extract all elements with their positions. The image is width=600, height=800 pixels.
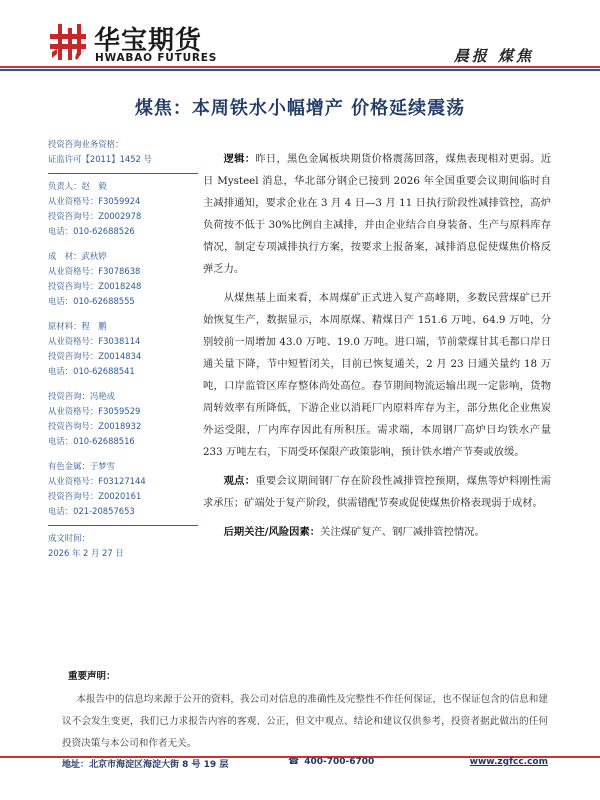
footer-phone-group <box>288 757 374 767</box>
footer-website-link[interactable]: www.zgfcc.com <box>469 757 548 767</box>
logo-chinese-name: 华宝期货 <box>94 26 203 56</box>
person-role: 原材料：程 鹏 <box>48 321 107 331</box>
footer-phone: 400-700-6700 <box>304 757 375 767</box>
supply-paragraph: 从煤焦基上面来看，本周煤矿正式进入复产高峰期，多数民营煤矿已开始恢复生产，数据显示，本周原煤、精煤日产 151.6 万吨、64.9 万吨，分别较前一周增加 43.0 万吨、19.0 万吨。进口端，节前蒙煤甘其毛都口岸日通关量下降，节中短暂闭关，目前已恢复通关，2 月 23 日通关量约 18 万吨，口岸监管区库存整体尚处高位。春节期间物流运输出现一定影响，货物周转效率有所降低，下游企业以消耗厂内原料库存为主，部分焦化企业焦炭外运受限，厂内库存因此有所积压。需求端，本周钢厂高炉日均铁水产量 233 万吨左右，下周受环保限产政策影响，预计铁水增产节奏或放缓。 <box>203 292 551 458</box>
logic-label: 逻辑： <box>223 153 256 165</box>
view-text: 重要会议期间钢厂存在阶段性减排管控预期，煤焦等炉料刚性需求承压；矿端处于复产阶段，供需错配节奏或促使煤焦价格表现弱于成材。 <box>203 475 552 509</box>
person-role: 负责人：赵 毅 <box>48 181 107 191</box>
footer <box>62 757 548 775</box>
person-phone: 电话：010-62688516 <box>48 436 135 446</box>
logo-mark-icon <box>48 22 88 62</box>
date-value: 2026 年 2 月 27 日 <box>48 548 124 558</box>
person-practice-id: 从业资格号：F3059529 <box>48 406 141 416</box>
report-type-label: 晨报 煤焦 <box>453 47 534 65</box>
view-label: 观点： <box>223 475 256 487</box>
disclaimer-heading: 重要声明： <box>68 671 116 682</box>
person-practice-id: 从业资格号：F3078638 <box>48 266 141 276</box>
analyst-sidebar <box>48 137 198 561</box>
logo-english-name: HWABAO FUTURES <box>95 52 218 64</box>
risk-text: 关注煤矿复产、钢厂减排管控情况。 <box>320 526 485 538</box>
person-role: 成 材：武秋婷 <box>48 251 107 261</box>
page-title: 煤焦：本周铁水小幅增产 价格延续震荡 <box>134 98 466 119</box>
disclaimer-text: 本报告中的信息均来源于公开的资料，我公司对信息的准确性及完整性不作任何保证，也不保证包含的信息和建议不会发生变更，我们已力求报告内容的客观、公正，但文中观点、结论和建议仅供参考，投资者据此做出的任何投资决策与本公司和作者无关。 <box>62 694 548 749</box>
footer-address: 地址：北京市海淀区海淀大街 8 号 19 层 <box>62 760 229 770</box>
date-label: 成文时间： <box>48 533 90 543</box>
header-divider-blue <box>0 69 600 71</box>
phone-icon: ☎ <box>288 757 300 767</box>
person-invest-id: 投资咨询号：Z0002978 <box>48 211 142 221</box>
risk-paragraph <box>203 521 551 543</box>
risk-label: 后期关注/风险因素： <box>223 526 321 538</box>
person-practice-id: 从业资格号：F3038114 <box>48 336 141 346</box>
logic-text: 昨日，黑色金属板块期货价格震荡回落，煤焦表现相对更弱。近日 Mysteel 消息，华北部分钢企已接到 2026 年全国重要会议期间临时自主减排通知，要求企业在 3 月 4 日—3 月 11 日执行阶段性减排管控，高炉负荷按不低于 30%比例自主减排，并由企业结合自身装备、生产与原料库存情况，制定专项减排执行方案，按要求上报备案，减排消息促使煤焦价格反弹乏力。 <box>203 153 552 275</box>
person-invest-id: 投资咨询号：Z0018932 <box>48 421 142 431</box>
person-invest-id: 投资咨询号：Z0018248 <box>48 281 142 291</box>
person-phone: 电话：021-20857653 <box>48 506 135 516</box>
person-practice-id: 从业资格号：F03127144 <box>48 476 146 486</box>
person-invest-id: 投资咨询号：Z0020161 <box>48 491 142 501</box>
sidebar-divider <box>48 525 198 526</box>
person-invest-id: 投资咨询号：Z0014834 <box>48 351 142 361</box>
header-divider-red <box>0 66 600 68</box>
sidebar-divider <box>48 173 198 174</box>
person-practice-id: 从业资格号：F3059924 <box>48 196 141 206</box>
report-body <box>203 148 551 550</box>
person-phone: 电话：010-62688526 <box>48 226 135 236</box>
person-role: 有色金属：于梦雪 <box>48 461 115 471</box>
logic-paragraph <box>203 148 551 280</box>
company-logo <box>48 18 238 66</box>
person-phone: 电话：010-62688555 <box>48 296 135 306</box>
person-role: 投资咨询：冯艳成 <box>48 391 115 401</box>
person-phone: 电话：010-62688541 <box>48 366 135 376</box>
license-label: 投资咨询业务资格： <box>48 139 124 149</box>
view-paragraph <box>203 470 551 514</box>
license-value: 证监许可【2011】1452 号 <box>48 154 152 164</box>
